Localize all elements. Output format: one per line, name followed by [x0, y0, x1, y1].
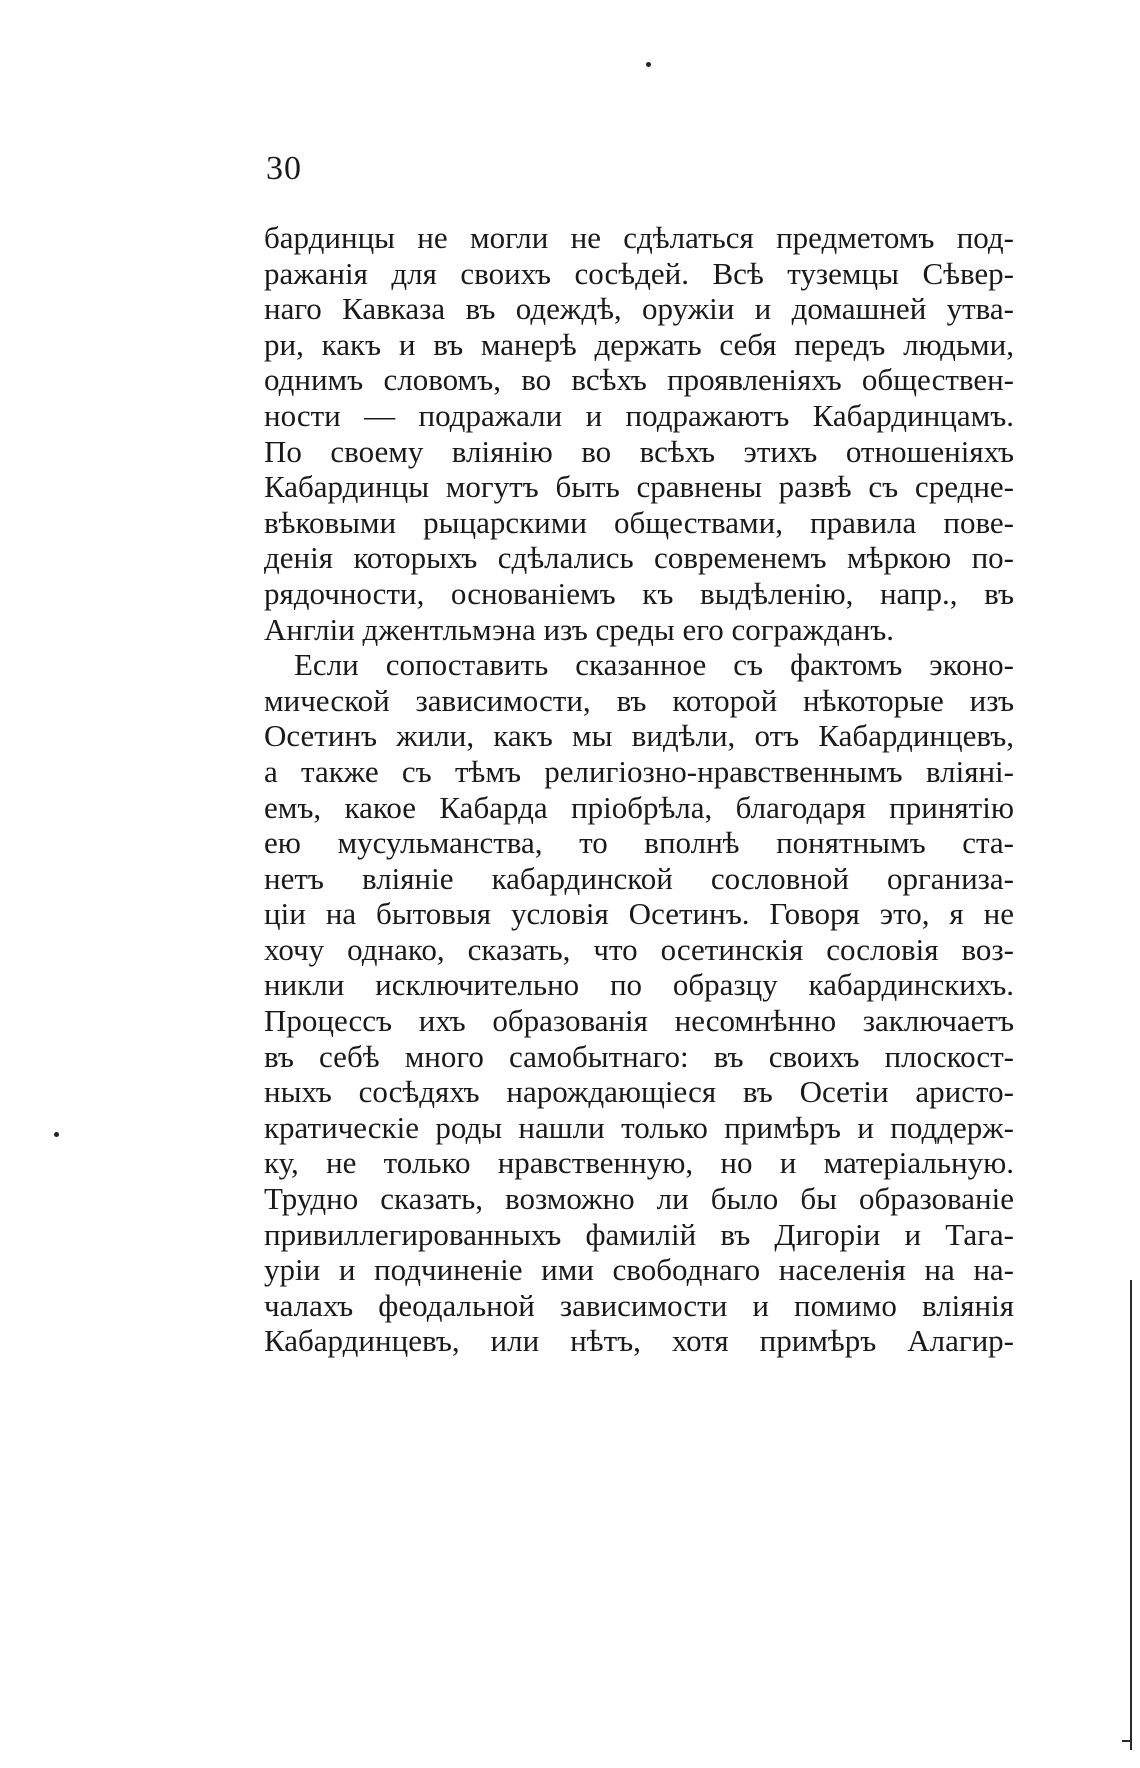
text-line: ціи на бытовыя условія Осетинъ. Говоря это, я не	[264, 896, 1014, 932]
paragraph-2	[264, 647, 1014, 1359]
page-edge-tick	[1122, 1740, 1132, 1742]
ink-speck	[646, 62, 651, 67]
text-line: ку, не только нравственную, но и матеріальную.	[264, 1145, 1014, 1181]
text-line: денія которыхъ сдѣлались современемъ мѣркою по-	[264, 540, 1014, 576]
paragraph-1	[264, 220, 1014, 647]
ink-speck	[54, 1132, 59, 1137]
text-line: Если сопоставить сказанное съ фактомъ эконо-	[294, 647, 1014, 683]
text-line: Трудно сказать, возможно ли было бы образованіе	[264, 1181, 1014, 1217]
text-line: наго Кавказа въ одеждѣ, оружіи и домашней утва-	[264, 291, 1014, 327]
text-line: никли исключительно по образцу кабардинскихъ.	[264, 967, 1014, 1003]
text-line: Осетинъ жили, какъ мы видѣли, отъ Кабардинцевъ,	[264, 718, 1014, 754]
text-line: рядочности, основаніемъ къ выдѣленію, напр., въ	[264, 575, 1014, 611]
text-line: Англіи джентльмэна изъ среды его согражданъ.	[264, 611, 895, 647]
text-line: ею мусульманства, то вполнѣ понятнымъ ста-	[264, 825, 1014, 861]
text-line: привиллегированныхъ фамилій въ Дигоріи и Тага-	[264, 1216, 1014, 1252]
text-line: По своему вліянію во всѣхъ этихъ отношеніяхъ	[264, 433, 1014, 469]
text-line: хочу однако, сказать, что осетинскія сословія воз-	[264, 931, 1014, 967]
text-line: уріи и подчиненіе ими свободнаго населенія на на-	[264, 1252, 1014, 1288]
text-line: бардинцы не могли не сдѣлаться предметомъ под-	[264, 220, 1014, 255]
text-line: ныхъ сосѣдяхъ нарождающіеся въ Осетіи аристо-	[264, 1074, 1014, 1110]
text-line: Процессъ ихъ образованія несомнѣнно заключаетъ	[264, 1003, 1014, 1039]
text-line: нетъ вліяніе кабардинской сословной организа-	[264, 860, 1014, 896]
text-line: ри, какъ и въ манерѣ держать себя передъ людьми,	[264, 326, 1014, 362]
text-line: вѣковыми рыцарскими обществами, правила пове-	[264, 504, 1014, 540]
page-number: 30	[266, 150, 302, 187]
text-line: емъ, какое Кабарда пріобрѣла, благодаря принятію	[264, 789, 1014, 825]
text-line: Кабардинцевъ, или нѣтъ, хотя примѣръ Алагир-	[264, 1323, 1014, 1359]
text-line: кратическіе роды нашли только примѣръ и поддерж-	[264, 1109, 1014, 1145]
text-line: Кабардинцы могутъ быть сравнены развѣ съ средне-	[264, 469, 1014, 505]
text-line: однимъ словомъ, во всѣхъ проявленіяхъ обществен-	[264, 362, 1014, 398]
text-line: ности — подражали и подражаютъ Кабардинцамъ.	[264, 397, 1014, 433]
text-line: чалахъ феодальной зависимости и помимо вліянія	[264, 1287, 1014, 1323]
text-line: а также съ тѣмъ религіозно-нравственнымъ вліяні-	[264, 753, 1014, 789]
body-text	[264, 220, 1014, 1359]
text-line: въ себѣ много самобытнаго: въ своихъ плоскост-	[264, 1038, 1014, 1074]
text-line: ражанія для своихъ сосѣдей. Всѣ туземцы Сѣвер-	[264, 255, 1014, 291]
page-edge-line	[1130, 1280, 1132, 1750]
text-line: мической зависимости, въ которой нѣкоторые изъ	[264, 682, 1014, 718]
